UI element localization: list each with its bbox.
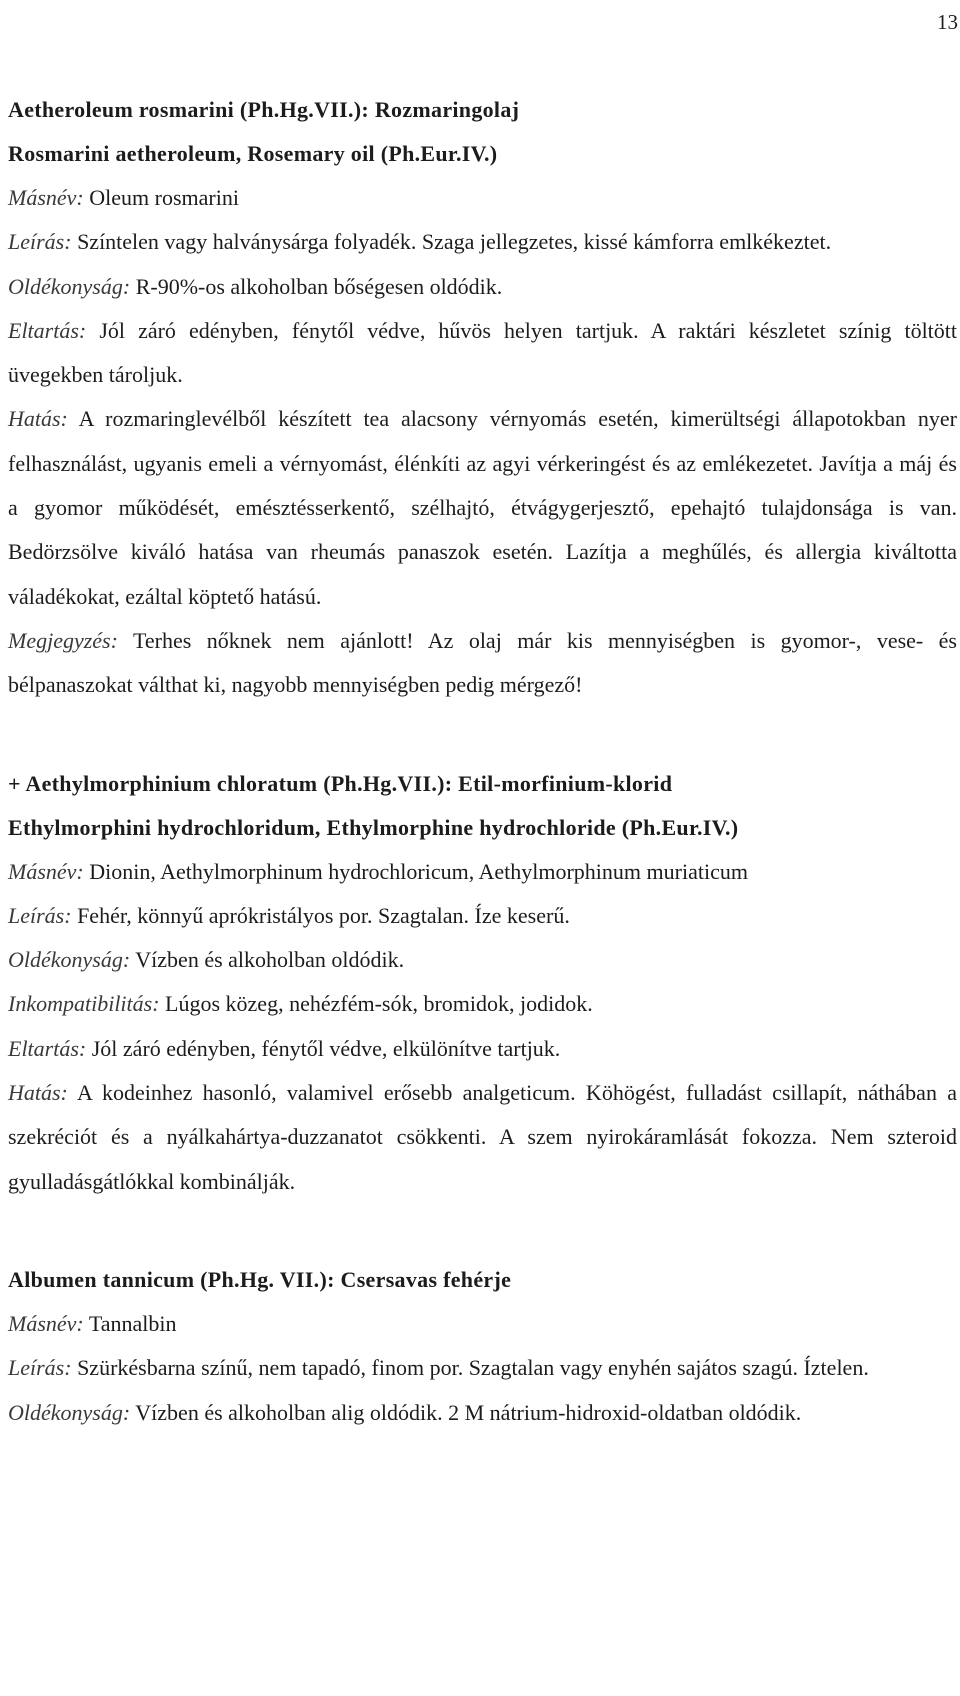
field-inkompatibilitas	[8, 982, 957, 1026]
field-label: Oldékonyság:	[8, 273, 131, 299]
field-label: Másnév:	[8, 858, 84, 884]
field-hatas	[8, 397, 957, 618]
field-label: Eltartás:	[8, 1035, 87, 1061]
field-eltartas	[8, 1027, 957, 1071]
entry-rosmarini	[8, 88, 957, 708]
field-text: Szürkésbarna színű, nem tapadó, finom por. Szagtalan vagy enyhén sajátos szagú. Íztelen.	[77, 1355, 869, 1381]
field-label: Leírás:	[8, 229, 72, 255]
field-leiras	[8, 1346, 957, 1390]
entry-title: Aetheroleum rosmarini (Ph.Hg.VII.): Rozmaringolaj	[8, 97, 520, 122]
field-label: Leírás:	[8, 1355, 72, 1381]
field-label: Hatás:	[8, 406, 68, 432]
field-leiras	[8, 220, 957, 264]
document-page	[8, 88, 957, 1489]
field-text: Tannalbin	[88, 1310, 177, 1336]
field-masnev	[8, 176, 957, 220]
field-text: A kodeinhez hasonló, valamivel erősebb analgeticum. Köhögést, fulladást csillapít, náthában a szekréciót és a nyálkahártya-duzzanatot csökkenti. A szem nyirokáramlását fokozza. Nem szteroid gyulladásgátlókkal kombinálják.	[8, 1080, 958, 1194]
field-megjegyzes	[8, 619, 957, 708]
field-text: Jól záró edényben, fénytől védve, hűvös helyen tartjuk. A raktári készletet színig töltött üvegekben tároljuk.	[8, 317, 958, 388]
field-hatas	[8, 1071, 957, 1204]
entry-title: Albumen tannicum (Ph.Hg. VII.): Csersavas fehérje	[8, 1266, 512, 1292]
field-text: Dionin, Aethylmorphinum hydrochloricum, Aethylmorphinum muriaticum	[89, 858, 748, 884]
entry-subtitle: Rosmarini aetheroleum, Rosemary oil (Ph.Eur.IV.)	[8, 141, 498, 166]
entry-title: + Aethylmorphinium chloratum (Ph.Hg.VII.): Etil-morfinium-klorid	[8, 770, 673, 796]
field-text: Jól záró edényben, fénytől védve, elkülönítve tartjuk.	[91, 1035, 561, 1061]
field-oldekonysag	[8, 938, 957, 982]
field-text: Vízben és alkoholban alig oldódik. 2 M nátrium-hidroxid-oldatban oldódik.	[135, 1399, 802, 1425]
field-label: Megjegyzés:	[8, 627, 118, 653]
page-number: 13	[937, 10, 958, 34]
field-text: Vízben és alkoholban oldódik.	[135, 947, 405, 973]
field-label: Inkompatibilitás:	[8, 991, 160, 1017]
field-label: Eltartás:	[8, 317, 87, 343]
field-oldekonysag	[8, 265, 957, 309]
field-label: Másnév:	[8, 185, 84, 210]
field-leiras	[8, 894, 957, 938]
entry-subtitle: Ethylmorphini hydrochloridum, Ethylmorphine hydrochloride (Ph.Eur.IV.)	[8, 814, 739, 840]
field-label: Hatás:	[8, 1080, 68, 1106]
field-label: Leírás:	[8, 902, 72, 928]
field-text: A rozmaringlevélből készített tea alacsony vérnyomás esetén, kimerültségi állapotokban nyer felhasználást, ugyanis emeli a vérnyomást, élénkíti az agyi vérkeringést és az emlékezetet. Javítja a máj és a gyomor működését, emésztésserkentő, szélhajtó, étvágygerjesztő, epehajtó tulajdonsága is van. Bedörzsölve kiváló hatása van rheumás panaszok esetén. Lazítja a meghűlés, és allergia kiváltotta váladékokat, ezáltal köptető hatású.	[8, 406, 957, 609]
field-text: R-90%-os alkoholban bőségesen oldódik.	[135, 273, 503, 299]
field-text: Terhes nőknek nem ajánlott! Az olaj már kis mennyiségben is gyomor-, vese- és bélpanaszokat válthat ki, nagyobb mennyiségben pedig mérgező!	[8, 627, 957, 698]
field-masnev	[8, 850, 957, 894]
field-label: Oldékonyság:	[8, 1399, 131, 1425]
field-oldekonysag	[8, 1391, 957, 1435]
field-text: Oleum rosmarini	[89, 185, 239, 210]
field-text: Lúgos közeg, nehézfém-sók, bromidok, jodidok.	[165, 991, 593, 1017]
field-text: Fehér, könnyű aprókristályos por. Szagtalan. Íze keserű.	[77, 902, 570, 928]
field-eltartas	[8, 309, 957, 398]
field-text: Színtelen vagy halványsárga folyadék. Szaga jellegzetes, kissé kámforra emlkékeztet.	[77, 229, 832, 255]
field-label: Másnév:	[8, 1310, 84, 1336]
entry-aethylmorphinium	[8, 762, 957, 1204]
field-label: Oldékonyság:	[8, 947, 131, 973]
field-masnev	[8, 1302, 957, 1346]
entry-albumen-tannicum	[8, 1258, 957, 1435]
